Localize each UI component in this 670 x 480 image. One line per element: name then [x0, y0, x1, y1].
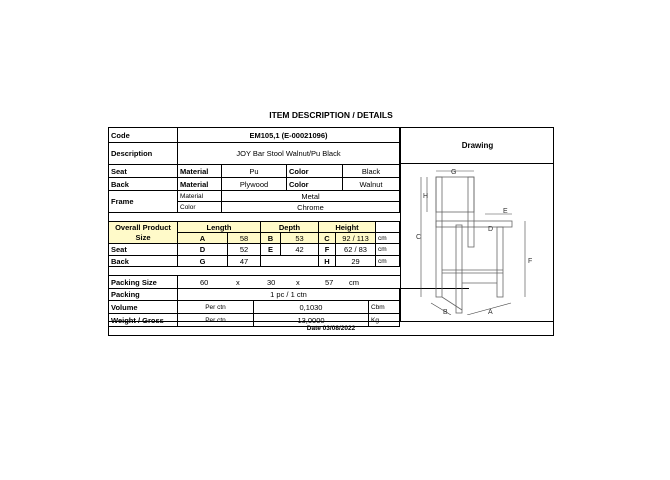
dim-b-line: [431, 303, 451, 315]
description-label: Description: [109, 143, 178, 165]
seat-h-key: F: [319, 244, 336, 256]
seat-d-val: 42: [281, 244, 319, 256]
stool-front-leg-left: [456, 225, 462, 313]
volume-unit: Cbm: [369, 301, 400, 314]
date-footer: Date 03/08/2022: [109, 321, 553, 335]
overall-d-key: B: [261, 233, 281, 244]
frame-color-label: Color: [178, 202, 222, 213]
length-header: Length: [178, 222, 261, 233]
seat-material-value: Pu: [222, 165, 287, 178]
back-h-val: 29: [336, 256, 376, 267]
back-material-value: Plywood: [222, 178, 287, 191]
overall-size-label-line1: Overall Product: [115, 222, 171, 232]
back-size-label: Back: [109, 256, 178, 267]
stool-back-leg-left: [436, 177, 442, 297]
overall-h-key: C: [319, 233, 336, 244]
back-color-label: Color: [287, 178, 343, 191]
back-unit: cm: [376, 256, 400, 267]
row-seat-material: [109, 165, 400, 178]
sheet-title: ITEM DESCRIPTION / DETAILS: [269, 110, 393, 120]
seat-h-val: 62 / 83: [336, 244, 376, 256]
height-header: Height: [319, 222, 376, 233]
seat-l-key: D: [178, 244, 228, 256]
row-overall-size: [109, 233, 400, 244]
packing-x1: x: [236, 277, 240, 287]
weight-label: Weight / Gross: [109, 314, 178, 327]
back-color-value: Walnut: [343, 178, 400, 191]
packing-width: 30: [267, 277, 276, 287]
description-value: JOY Bar Stool Walnut/Pu Black: [178, 143, 400, 165]
packing-length: 60: [200, 277, 209, 287]
seat-label: Seat: [109, 165, 178, 178]
packing-label: Packing: [109, 289, 178, 301]
frame-label: Frame: [109, 191, 178, 213]
drawing-label: Drawing: [401, 128, 554, 164]
volume-per: Per ctn: [178, 301, 254, 314]
seat-material-label: Material: [178, 165, 222, 178]
weight-per: Per ctn: [178, 314, 254, 327]
row-packing: [109, 289, 400, 301]
row-volume: [109, 301, 400, 314]
back-d-empty: [261, 256, 319, 267]
seat-d-key: E: [261, 244, 281, 256]
letter-d: D: [488, 226, 494, 233]
overall-unit: cm: [376, 233, 400, 244]
unit-header: [376, 222, 400, 233]
spacer: [109, 213, 400, 222]
row-description: [109, 143, 400, 165]
frame-color-value: Chrome: [222, 202, 400, 213]
back-l-key: G: [178, 256, 228, 267]
letter-c: C: [416, 234, 422, 241]
drawing-panel: [400, 128, 553, 321]
code-value: EM105,1 (E-00021096): [178, 128, 400, 143]
packing-x2: x: [296, 277, 300, 287]
packing-value: 1 pc / 1 ctn: [178, 289, 400, 301]
depth-header: Depth: [261, 222, 319, 233]
row-seat-size: [109, 244, 400, 256]
overall-h-val: 92 / 113: [336, 233, 376, 244]
weight-unit: Kg: [369, 314, 400, 327]
stool-drawing: [401, 165, 552, 315]
frame-material-label: Material: [178, 191, 222, 202]
seat-color-value: Black: [343, 165, 400, 178]
row-code: [109, 128, 400, 143]
packing-height: 57: [325, 277, 334, 287]
frame-material-value: Metal: [222, 191, 400, 202]
seat-color-label: Color: [287, 165, 343, 178]
seat-l-val: 52: [228, 244, 261, 256]
seat-size-label: Seat: [109, 244, 178, 256]
row-back-size: [109, 256, 400, 267]
packing-size-label: Packing Size: [109, 276, 178, 289]
overall-l-val: 58: [228, 233, 261, 244]
letter-g: G: [451, 169, 457, 176]
overall-l-key: A: [178, 233, 228, 244]
row-frame: [109, 191, 400, 213]
back-material-label: Material: [178, 178, 222, 191]
back-l-val: 47: [228, 256, 261, 267]
letter-h: H: [423, 193, 429, 200]
overall-d-val: 53: [281, 233, 319, 244]
row-spacer: [109, 213, 400, 222]
row-spacer-2: [109, 267, 400, 276]
letter-f: F: [528, 258, 533, 265]
item-details-sheet: [108, 127, 554, 336]
back-label: Back: [109, 178, 178, 191]
stool-front-leg-right: [497, 227, 503, 297]
row-back-material: [109, 178, 400, 191]
row-packing-size: [109, 276, 400, 289]
packing-unit: cm: [349, 277, 359, 287]
volume-label: Volume: [109, 301, 178, 314]
back-h-key: H: [319, 256, 336, 267]
code-label: Code: [109, 128, 178, 143]
volume-value: 0,1030: [254, 301, 369, 314]
letter-e: E: [503, 208, 508, 215]
seat-unit: cm: [376, 244, 400, 256]
letter-b: B: [443, 309, 448, 315]
spacer-2: [109, 267, 400, 276]
letter-a: A: [488, 309, 493, 315]
overall-size-label-line2: Size: [135, 232, 151, 242]
weight-value: 13,0000: [254, 314, 369, 327]
